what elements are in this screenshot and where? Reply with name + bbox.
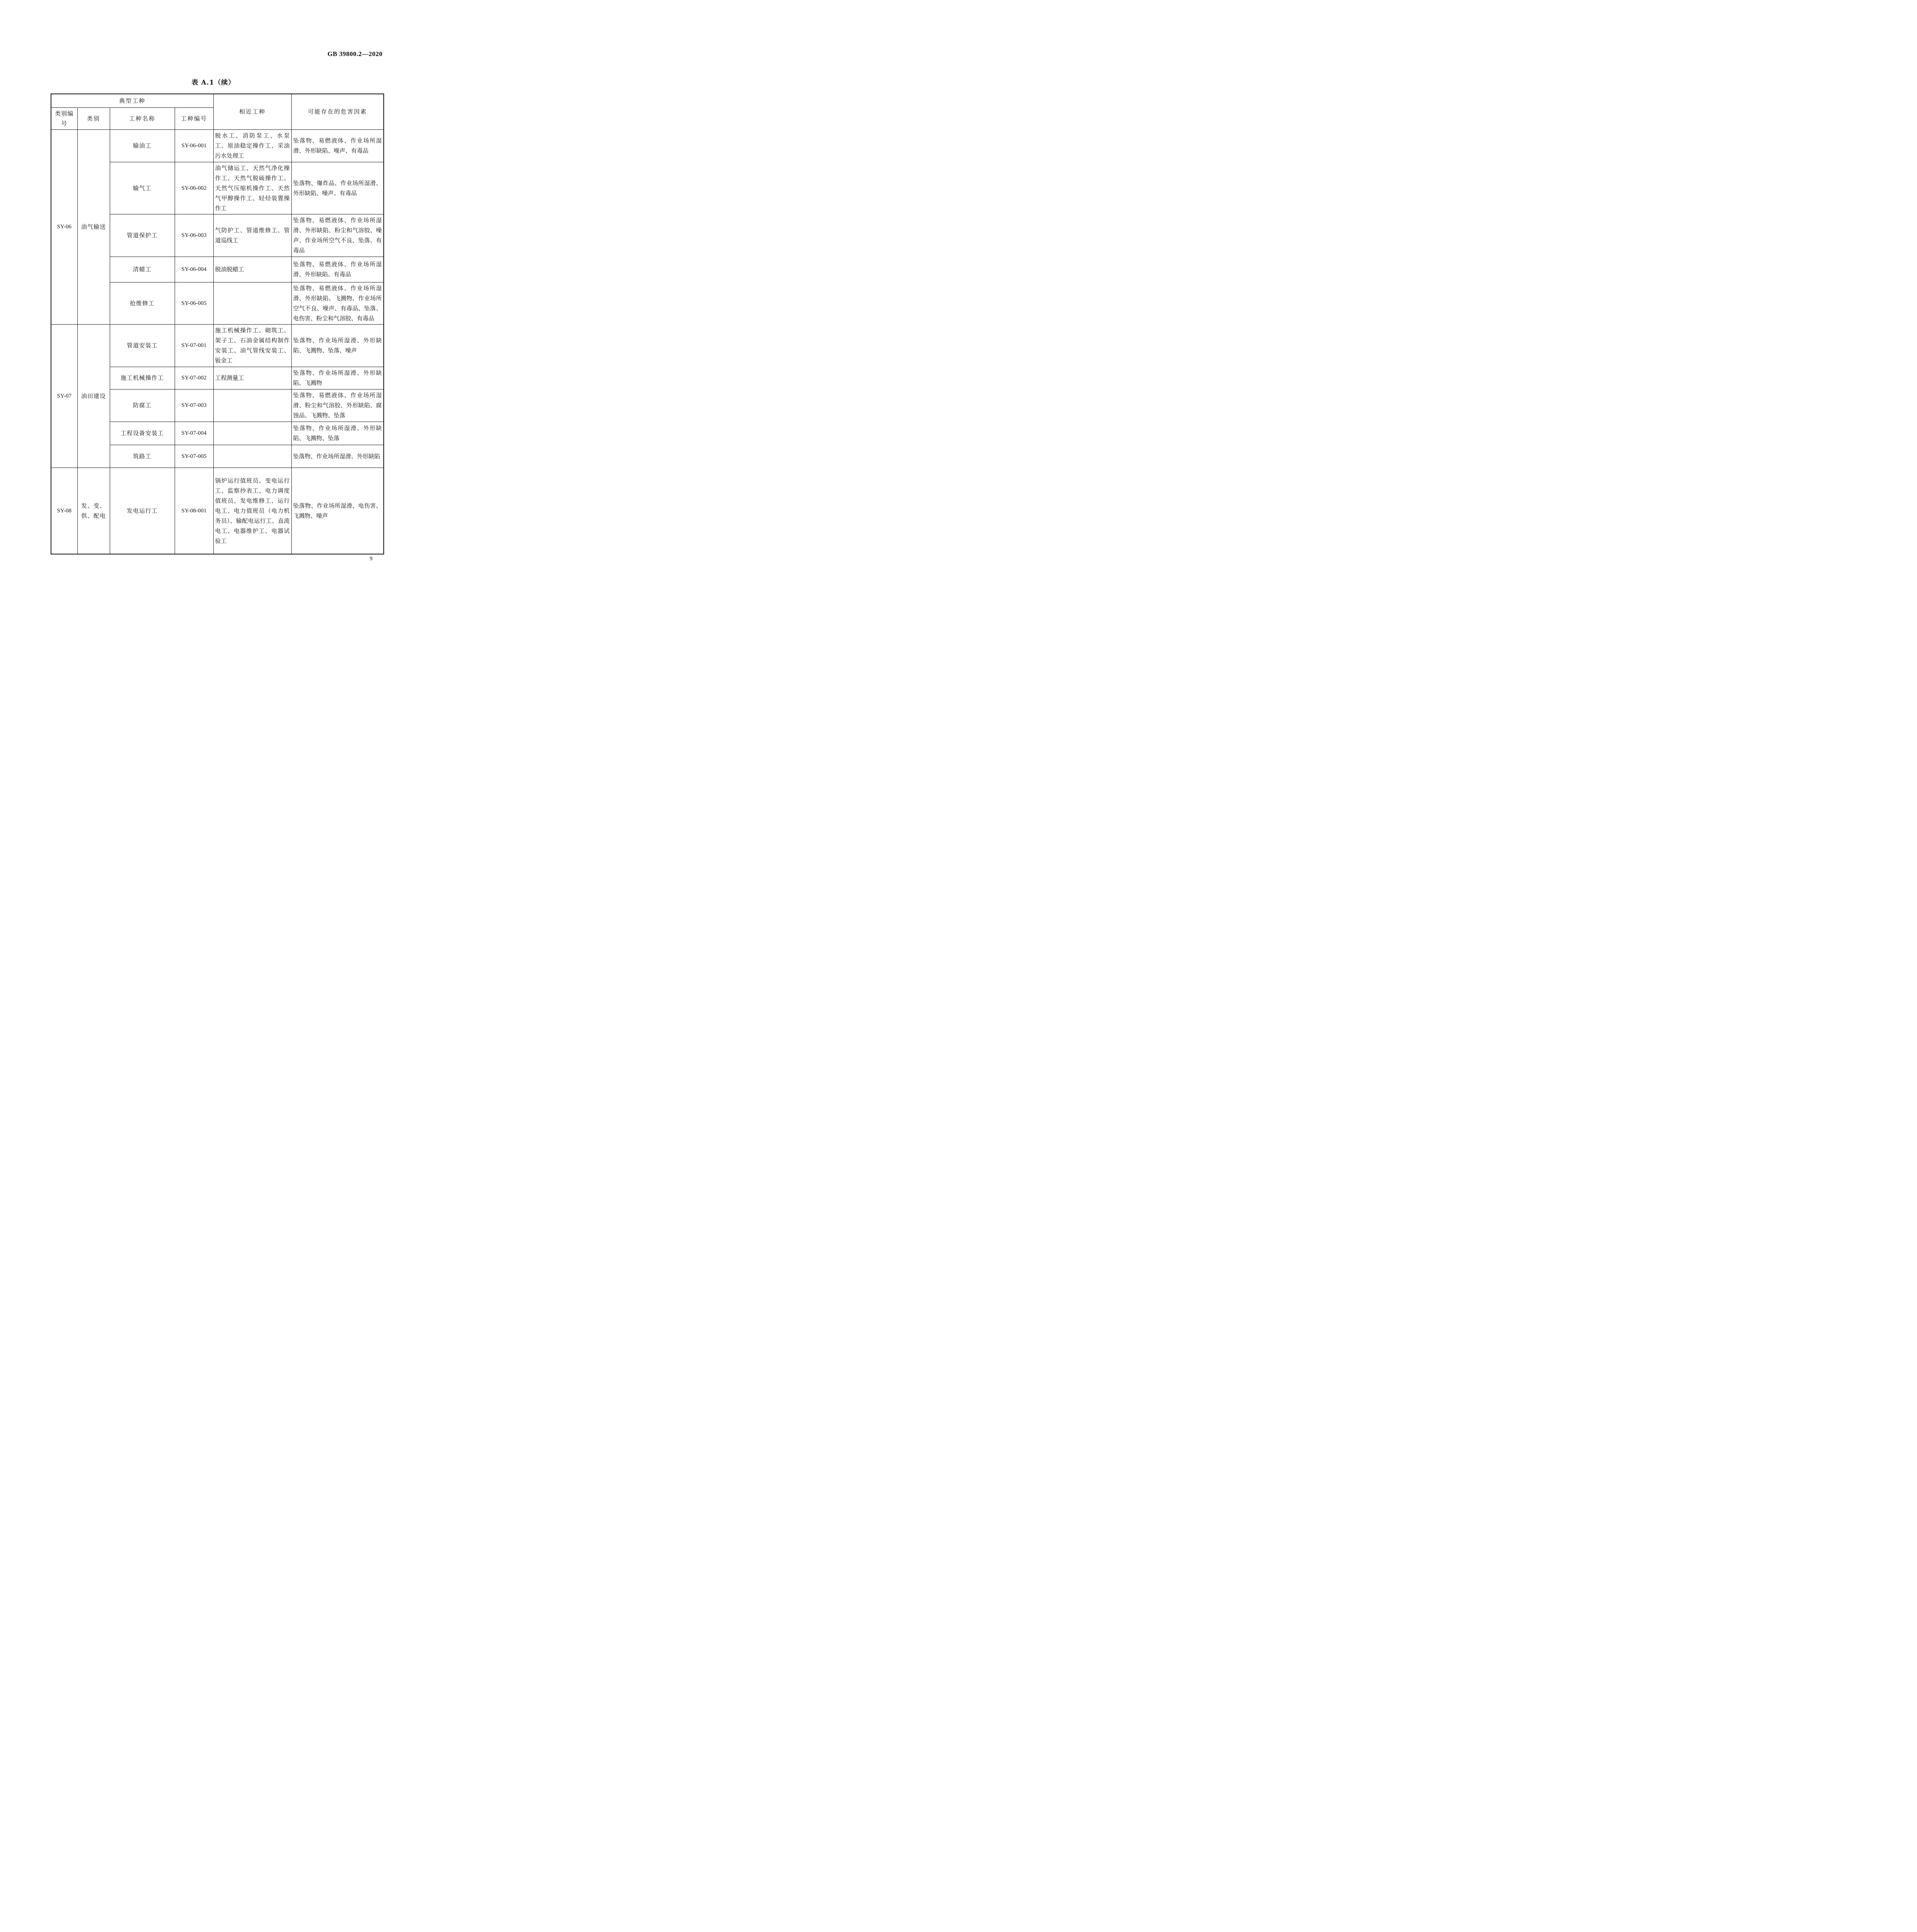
job-name-cell: 管道安装工	[110, 324, 175, 367]
hazards-cell: 坠落物、易燃液体、作业场所湿滑、外形缺陷、有毒品	[291, 257, 384, 282]
standard-number: GB 39800.2—2020	[327, 50, 383, 58]
job-name-cell: 施工机械操作工	[110, 367, 175, 389]
job-code-cell: SY-07-003	[175, 389, 213, 422]
similar-jobs-cell	[213, 445, 291, 468]
hazard-table	[51, 94, 384, 554]
job-name-cell: 防腐工	[110, 389, 175, 422]
category-cell: 油田建设	[77, 324, 110, 468]
hazards-cell: 坠落物、作业场所湿滑、外形缺陷、飞溅物、坠落	[291, 422, 384, 445]
job-name-cell: 工程设备安装工	[110, 422, 175, 445]
hazards-cell: 坠落物、作业场所湿滑、外形缺陷、飞溅物	[291, 367, 384, 389]
category-cell: 发、变、供、配电	[77, 468, 110, 554]
hazards-cell: 坠落物、易燃液体、作业场所湿滑、外形缺陷、噪声、有毒品	[291, 129, 384, 162]
job-code-cell: SY-07-004	[175, 422, 213, 445]
job-code-cell: SY-08-001	[175, 468, 213, 554]
hazards-cell: 坠落物、作业场所湿滑、电伤害、飞溅物、噪声	[291, 468, 384, 554]
similar-jobs-cell: 气防护工、管道维修工、管道巡线工	[213, 214, 291, 257]
hazards-cell: 坠落物、易燃液体、作业场所湿滑、外形缺陷、飞溅物、作业场所空气不良、噪声、有毒品、坠落、电伤害、粉尘和气溶胶、有毒品	[291, 282, 384, 324]
job-name-cell: 抢维修工	[110, 282, 175, 324]
similar-jobs-cell: 脱水工、消防泵工、水泵工、原油稳定操作工、采油污水处理工	[213, 129, 291, 162]
hazards-cell: 坠落物、作业场所湿滑、外形缺陷、飞溅物、坠落、噪声	[291, 324, 384, 367]
hazards-cell: 坠落物、易燃液体、作业场所湿滑、粉尘和气溶胶、外形缺陷、腐蚀品、飞溅物、坠落	[291, 389, 384, 422]
hazards-cell: 坠落物、爆炸品、作业场所湿滑、外形缺陷、噪声、有毒品	[291, 162, 384, 214]
similar-jobs-cell: 油气储运工、天然气净化操作工、天然气脱硫操作工、天然气压缩机操作工、天然气甲醇操作工、轻烃装置操作工	[213, 162, 291, 214]
similar-jobs-cell	[213, 422, 291, 445]
page-number: 9	[369, 556, 373, 562]
table-caption: 表 A.1（续）	[191, 79, 235, 87]
job-code-cell: SY-07-005	[175, 445, 213, 468]
header-job-name: 工种名称	[110, 107, 175, 129]
job-name-cell: 筑路工	[110, 445, 175, 468]
job-code-cell: SY-06-004	[175, 257, 213, 282]
job-name-cell: 发电运行工	[110, 468, 175, 554]
job-name-cell: 清蜡工	[110, 257, 175, 282]
similar-jobs-cell: 锅炉运行值班员、变电运行工、监察抄表工、电力调度值班员、发电维修工、运行电工、电力值班员（电力机务员）、输配电运行工、直流电工、电器维护工、电器试验工	[213, 468, 291, 554]
hazards-cell: 坠落物、易燃液体、作业场所湿滑、外形缺陷、粉尘和气溶胶、噪声、作业场所空气不良、坠落、有毒品	[291, 214, 384, 257]
job-name-cell: 输油工	[110, 129, 175, 162]
header-category-code: 类别编号	[51, 107, 77, 129]
job-code-cell: SY-06-003	[175, 214, 213, 257]
similar-jobs-cell	[213, 282, 291, 324]
category-code-cell: SY-07	[51, 324, 77, 468]
job-code-cell: SY-06-001	[175, 129, 213, 162]
job-code-cell: SY-06-005	[175, 282, 213, 324]
header-typical-job: 典型工种	[51, 94, 213, 107]
category-code-cell: SY-08	[51, 468, 77, 554]
job-code-cell: SY-06-002	[175, 162, 213, 214]
table-row	[51, 468, 384, 554]
category-cell: 油气输送	[77, 129, 110, 324]
hazards-cell: 坠落物、作业场所湿滑、外形缺陷	[291, 445, 384, 468]
header-category: 类别	[77, 107, 110, 129]
similar-jobs-cell: 施工机械操作工、砌筑工、架子工、石油金属结构制作安装工、油气管线安装工、钣金工	[213, 324, 291, 367]
header-job-code: 工种编号	[175, 107, 213, 129]
similar-jobs-cell: 脱油脱蜡工	[213, 257, 291, 282]
table-row	[51, 129, 384, 162]
job-code-cell: SY-07-002	[175, 367, 213, 389]
job-name-cell: 输气工	[110, 162, 175, 214]
header-hazards: 可能存在的危害因素	[291, 94, 384, 129]
category-code-cell: SY-06	[51, 129, 77, 324]
job-code-cell: SY-07-001	[175, 324, 213, 367]
table-body	[51, 129, 384, 554]
job-name-cell: 管道保护工	[110, 214, 175, 257]
header-similar-jobs: 相近工种	[213, 94, 291, 129]
similar-jobs-cell: 工程测量工	[213, 367, 291, 389]
similar-jobs-cell	[213, 389, 291, 422]
table-row	[51, 324, 384, 367]
